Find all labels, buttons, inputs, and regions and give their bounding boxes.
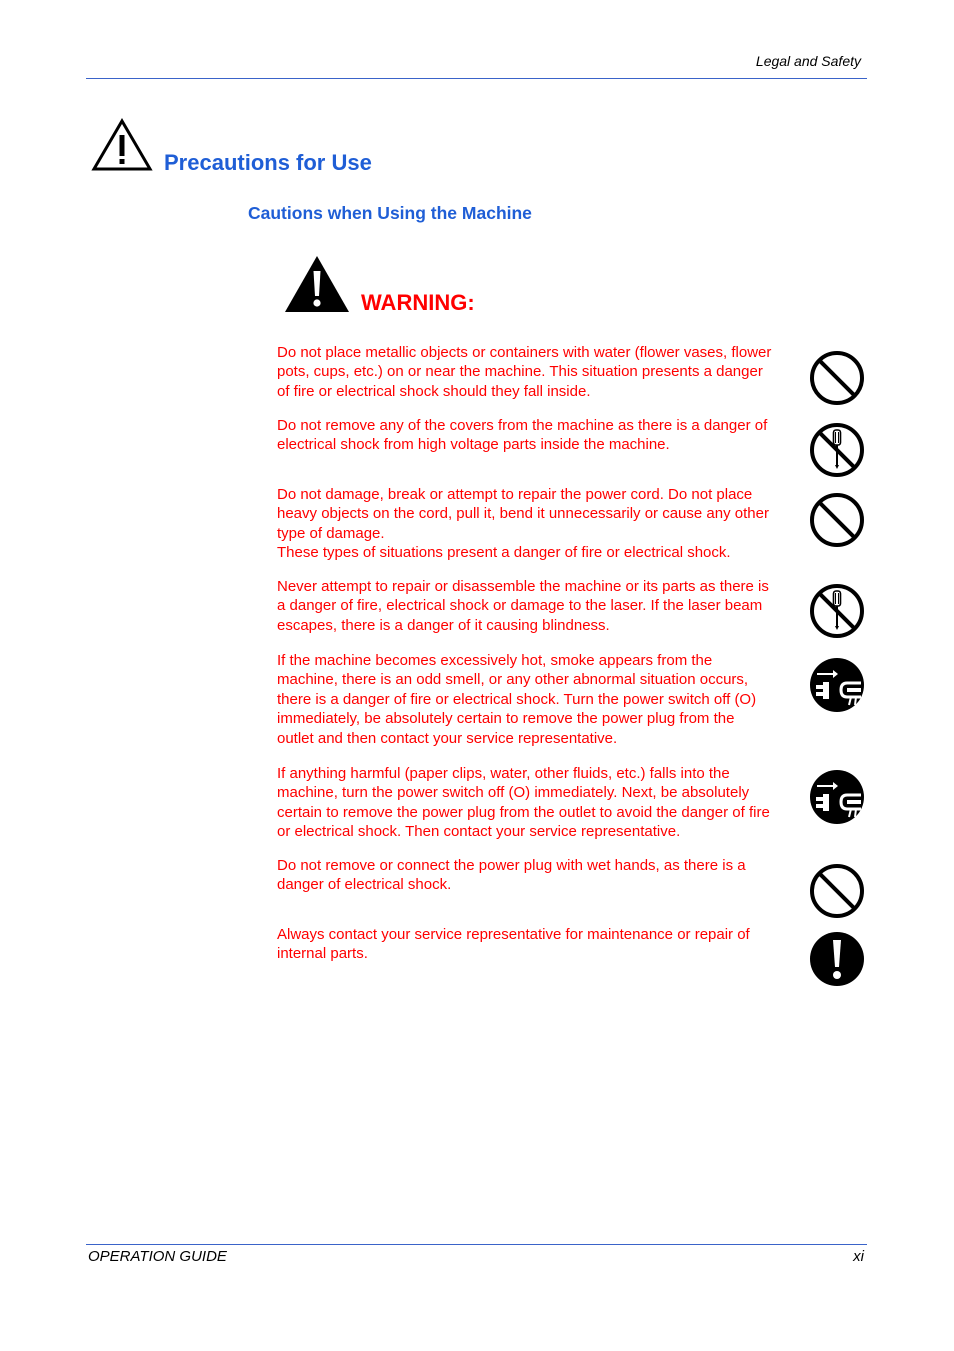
unplug-icon bbox=[809, 657, 865, 713]
warning-label: WARNING: bbox=[361, 290, 475, 315]
unplug-icon bbox=[809, 769, 865, 825]
warning-item-text: If anything harmful (paper clips, water, other fluids, etc.) falls into the machine, turn the power switch off (O) immediately. Next, be absolutely certain to remove the power plug from the outlet to avoid the danger of fire or electrical shock. Then contact your service representative. bbox=[277, 765, 770, 841]
footer-guide-title: OPERATION GUIDE bbox=[88, 1248, 227, 1265]
running-header: Legal and Safety bbox=[755, 53, 861, 69]
warning-item-text: Always contact your service representative for maintenance or repair of internal parts. bbox=[277, 926, 750, 963]
warning-triangle-filled-icon bbox=[284, 255, 350, 313]
prohibition-icon bbox=[809, 350, 865, 406]
prohibition-icon bbox=[809, 492, 865, 548]
prohibition-icon bbox=[809, 863, 865, 919]
section-title: Precautions for Use bbox=[164, 150, 372, 175]
subsection-title: Cautions when Using the Machine bbox=[248, 203, 532, 223]
warning-item-text: Do not place metallic objects or containers with water (flower vases, flower pots, cups, etc.) on or near the machine. This situation presents a danger of fire or electrical shock should they fall inside. bbox=[277, 344, 772, 400]
page-number: xi bbox=[853, 1248, 864, 1265]
warning-item-text: Do not remove any of the covers from the machine as there is a danger of electrical shock from high voltage parts inside the machine. bbox=[277, 417, 768, 454]
warning-triangle-icon bbox=[91, 118, 153, 172]
warning-item-text: Do not damage, break or attempt to repair the power cord. Do not place heavy objects on the cord, pull it, bend it unnecessarily or cause any other type of damage. These types of situations present a danger of fire or electrical shock. bbox=[277, 486, 769, 562]
footer-rule bbox=[86, 1244, 867, 1245]
warning-item-text: If the machine becomes excessively hot, smoke appears from the machine, there is an odd smell, or any other abnormal situation occurs, there is a danger of fire or electrical shock. Turn the power switch off (O) immediately, be absolutely certain to remove the power plug from the outlet and then contact your service representative. bbox=[277, 652, 757, 747]
mandatory-action-icon bbox=[809, 931, 865, 987]
header-rule bbox=[86, 78, 867, 79]
warning-item-text: Do not remove or connect the power plug with wet hands, as there is a danger of electrical shock. bbox=[277, 857, 746, 894]
no-disassembly-icon bbox=[809, 583, 865, 639]
no-disassembly-icon bbox=[809, 422, 865, 478]
warning-item-text: Never attempt to repair or disassemble the machine or its parts as there is a danger of fire, electrical shock or damage to the laser. If the laser beam escapes, there is a danger of it causing blindness. bbox=[277, 578, 769, 634]
